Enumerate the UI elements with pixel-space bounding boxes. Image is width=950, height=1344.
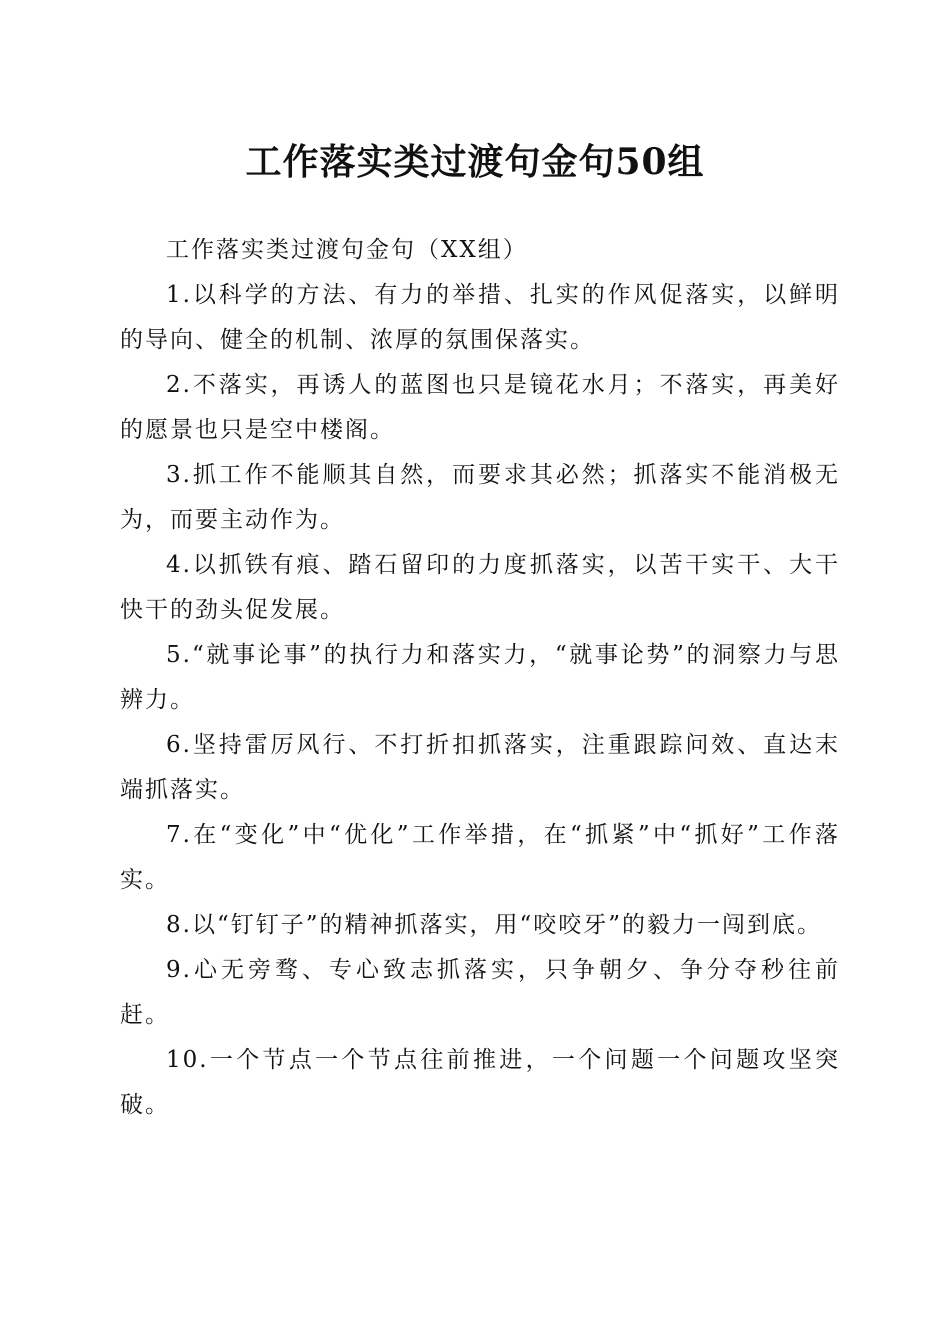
list-item: 5.“就事论事”的执行力和落实力，“就事论势”的洞察力与思辨力。 <box>120 642 840 713</box>
list-item: 6.坚持雷厉风行、不打折扣抓落实，注重跟踪问效、直达末端抓落实。 <box>120 732 840 803</box>
list-item: 2.不落实，再诱人的蓝图也只是镜花水月；不落实，再美好的愿景也只是空中楼阁。 <box>120 372 840 443</box>
document-body <box>120 228 840 1128</box>
list-item: 10.一个节点一个节点往前推进，一个问题一个问题攻坚突破。 <box>120 1047 840 1118</box>
list-item: 7.在“变化”中“优化”工作举措，在“抓紧”中“抓好”工作落实。 <box>120 822 840 893</box>
document-title: 工作落实类过渡句金句50组 <box>245 141 705 183</box>
list-item: 1.以科学的方法、有力的举措、扎实的作风促落实，以鲜明的导向、健全的机制、浓厚的氛围保落实。 <box>120 282 840 353</box>
subheading: 工作落实类过渡句金句（XX组） <box>166 237 528 263</box>
list-item: 9.心无旁骛、专心致志抓落实，只争朝夕、争分夺秒往前赶。 <box>120 957 840 1028</box>
list-item: 4.以抓铁有痕、踏石留印的力度抓落实，以苦干实干、大干快干的劲头促发展。 <box>120 552 840 623</box>
list-item: 3.抓工作不能顺其自然，而要求其必然；抓落实不能消极无为，而要主动作为。 <box>120 462 840 533</box>
list-item: 8.以“钉钉子”的精神抓落实，用“咬咬牙”的毅力一闯到底。 <box>166 912 822 938</box>
